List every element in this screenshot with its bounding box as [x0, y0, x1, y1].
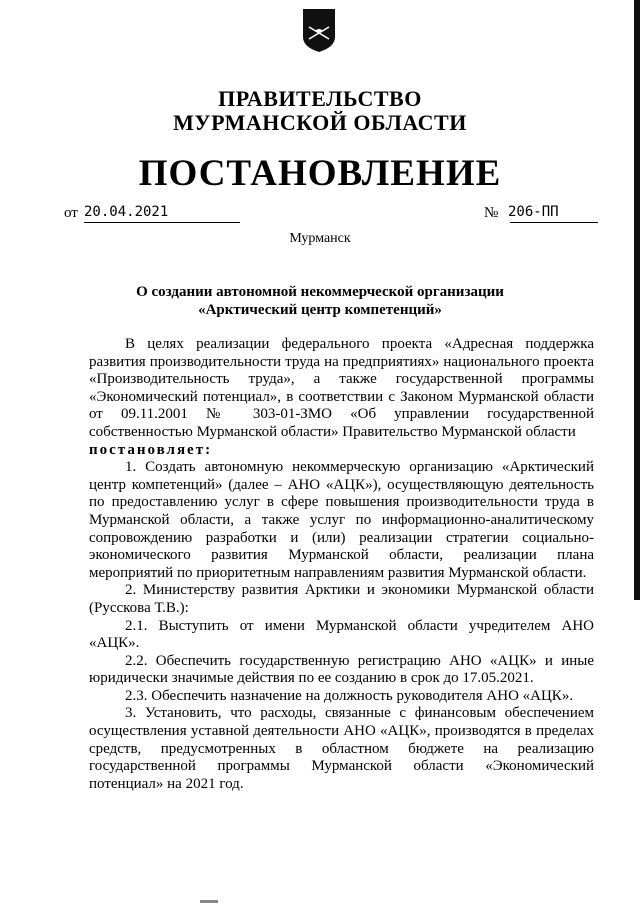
- government-name-line2: МУРМАНСКОЙ ОБЛАСТИ: [173, 110, 467, 135]
- title-line1: О создании автономной некоммерческой организации: [136, 284, 504, 300]
- document-title: [90, 283, 550, 319]
- document-date: 20.04.2021: [84, 204, 169, 220]
- coat-of-arms-icon: [301, 7, 337, 53]
- title-line2: «Арктический центр компетенций»: [198, 302, 442, 318]
- date-number-row: [64, 205, 598, 227]
- paragraph-2-3: 2.3. Обеспечить назначение на должность руководителя АНО «АЦК».: [125, 687, 574, 704]
- intro-paragraph: В целях реализации федерального проекта «Адресная поддержка развития производительности труда на предприятиях» национального проекта «Производительность труда», а также государственной программы «Экономический потенциал», в соответствии с Законом Мурманской области от 09.11.2001 № 303-01-ЗМО «Об управлении государственной собственностью Мурманской области» Правительство Мурманской области: [89, 336, 594, 440]
- paragraph-3: 3. Установить, что расходы, связанные с финансовым обеспечением осуществления уставной деятельности АНО «АЦК», производятся в пределах средств, предусмотренных в областном бюджете на реализацию государственной программы Мурманской области «Экономический потенциал» на 2021 год.: [89, 705, 594, 792]
- scan-edge-shadow: [634, 0, 640, 600]
- paragraph-2: 2. Министерству развития Арктики и экономики Мурманской области (Русскова Т.В.):: [89, 582, 594, 616]
- paragraph-1: 1. Создать автономную некоммерческую организацию «Арктический центр компетенций» (далее – АНО «АЦК»), осуществляющую деятельность по предоставлению услуг в сфере повышения производительности труда в Мурманской области, а также услуг по информационно-аналитическому сопровождению разработки и (или) реализации стратегии социально-экономического развития Мурманской области, реализации плана мероприятий по приоритетным направлениям развития Мурманской области.: [89, 459, 594, 581]
- city: Мурманск: [289, 231, 351, 246]
- paragraph-2-1: 2.1. Выступить от имени Мурманской области учредителем АНО «АЦК».: [89, 617, 594, 652]
- document-type: ПОСТАНОВЛЕНИЕ: [138, 153, 502, 194]
- number-prefix: №: [484, 205, 499, 221]
- decree-word: постановляет:: [89, 441, 213, 458]
- document-number: 206-ПП: [508, 204, 559, 220]
- scan-artifact: [200, 900, 218, 903]
- government-name-line1: ПРАВИТЕЛЬСТВО: [218, 86, 422, 111]
- document-body: [89, 336, 594, 793]
- date-prefix: от: [64, 205, 78, 221]
- paragraph-2-2: 2.2. Обеспечить государственную регистрацию АНО «АЦК» и иные юридически значимые действия по ее созданию в срок до 17.05.2021.: [89, 652, 594, 687]
